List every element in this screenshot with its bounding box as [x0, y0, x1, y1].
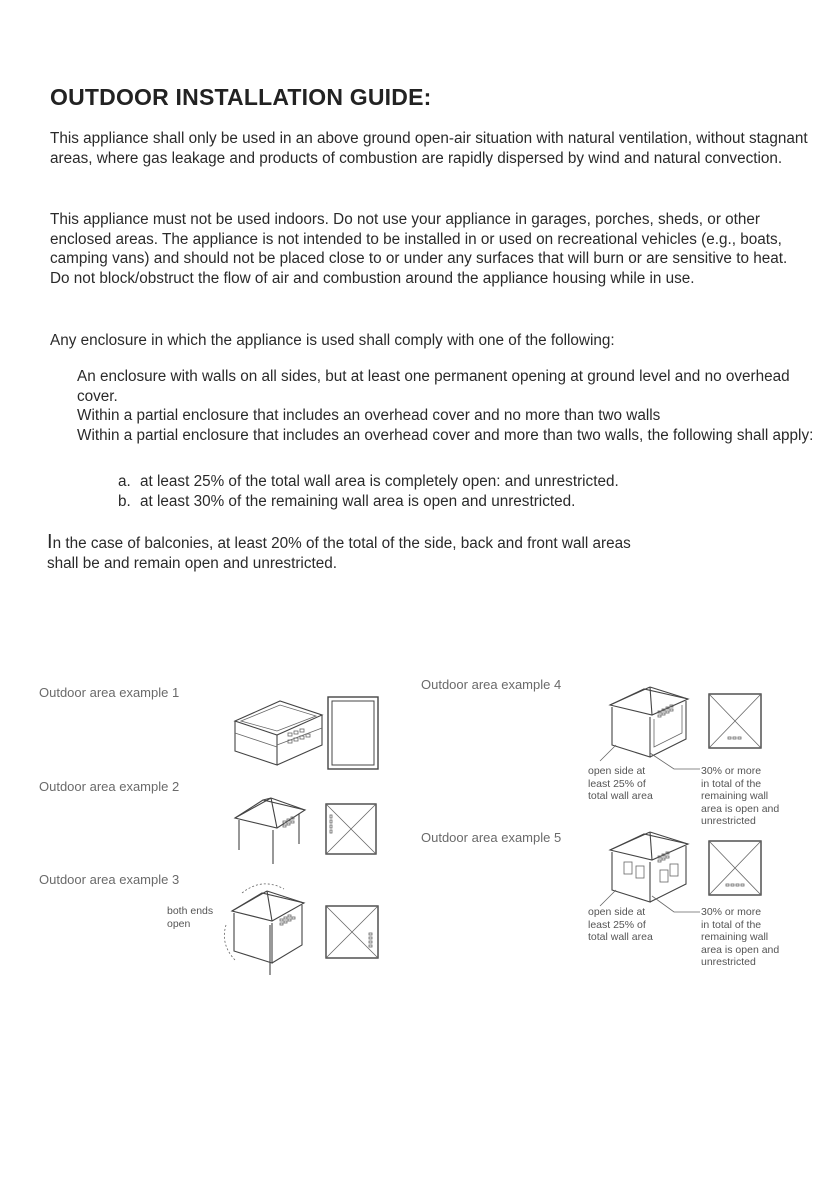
example-4-plan-view	[708, 693, 762, 749]
example-1-label: Outdoor area example 1	[39, 685, 180, 700]
note-line: least 25% of	[588, 918, 646, 931]
paragraph-open-air	[50, 129, 810, 168]
condition-item: Within a partial enclosure that includes an overhead cover and no more than two walls	[77, 407, 661, 425]
note-line: unrestricted	[701, 815, 756, 827]
balcony-line-1-text: n the case of balconies, at least 20% of the total of the side, back and front wall areas	[52, 535, 631, 552]
enclosure-conditions	[77, 367, 817, 445]
example-5-plan-view	[708, 840, 762, 896]
note-line: 30% or more	[701, 906, 762, 918]
example-1-enclosure-illustration	[230, 693, 325, 768]
paragraph-indoor-warning-text: This appliance must not be used indoors. Do not use your appliance in garages, porches, sheds, or other enclosed areas. The appliance is not intended to be installed in or used on recreational vehicles (e.g., boats, camping vans) and should not be placed close to or under any surfaces that will burn or are sensitive to heat. Do not block/obstruct the flow of air and combustion around the appliance housing while in use.	[50, 211, 788, 287]
example-1-plan-view	[327, 696, 379, 770]
example-4-enclosure-illustration	[606, 683, 696, 771]
page-title: OUTDOOR INSTALLATION GUIDE:	[50, 84, 432, 110]
paragraph-enclosure-intro-text: Any enclosure in which the appliance is used shall comply with one of the following:	[50, 332, 615, 349]
note-line: remaining wall	[701, 790, 769, 802]
balcony-line-1	[47, 531, 807, 554]
note-line: 30% or more	[701, 765, 762, 777]
example-4-label: Outdoor area example 4	[421, 677, 562, 692]
example-5-enclosure-illustration	[606, 828, 696, 916]
note-line: total wall area	[588, 931, 653, 943]
sub-condition-item	[118, 492, 798, 512]
condition-item: An enclosure with walls on all sides, but at least one permanent opening at ground level and no overhead cover.	[77, 368, 790, 405]
example-4-right-note	[701, 765, 779, 828]
sub-conditions-list	[118, 472, 798, 511]
note-line: remaining wall	[701, 931, 769, 943]
paragraph-enclosure-intro	[50, 331, 810, 351]
note-line: open	[167, 917, 191, 930]
example-3-note	[167, 905, 213, 930]
example-3-shelter-illustration	[222, 885, 312, 977]
paragraph-indoor-warning	[50, 210, 810, 288]
note-line: open side at	[588, 765, 646, 777]
note-line: total wall area	[588, 790, 653, 802]
drop-initial: I	[47, 531, 53, 553]
example-2-label: Outdoor area example 2	[39, 779, 180, 794]
paragraph-balconies	[47, 531, 807, 573]
paragraph-open-air-text: This appliance shall only be used in an above ground open-air situation with natural ventilation, without stagnant areas, where gas leakage and products of combustion are rapidly dispersed by wind and natural convection.	[50, 130, 808, 167]
note-line: open side at	[588, 906, 646, 918]
note-line: least 25% of	[588, 777, 646, 790]
note-line: unrestricted	[701, 956, 756, 968]
note-line: both ends	[167, 905, 214, 917]
balcony-line-2: shall be and remain open and unrestricted.	[47, 554, 337, 572]
note-line: area is open and	[701, 802, 780, 815]
example-5-label: Outdoor area example 5	[421, 830, 562, 845]
note-line: area is open and	[701, 943, 780, 956]
condition-item: Within a partial enclosure that includes an overhead cover and more than two walls, the following shall apply:	[77, 426, 814, 444]
sub-condition-text: at least 25% of the total wall area is completely open: and unrestricted.	[140, 473, 619, 490]
example-3-label: Outdoor area example 3	[39, 872, 180, 887]
example-3-plan-view	[325, 905, 379, 959]
note-line: in total of the	[701, 777, 762, 790]
sub-condition-marker: a.	[118, 473, 131, 490]
example-2-gazebo-illustration	[233, 794, 313, 866]
sub-condition-text: at least 30% of the remaining wall area is open and unrestricted.	[140, 492, 576, 510]
example-2-plan-view	[325, 803, 377, 855]
note-line: in total of the	[701, 918, 762, 931]
sub-condition-item	[118, 472, 798, 492]
sub-condition-marker: b.	[118, 492, 131, 510]
example-5-right-note	[701, 906, 779, 969]
